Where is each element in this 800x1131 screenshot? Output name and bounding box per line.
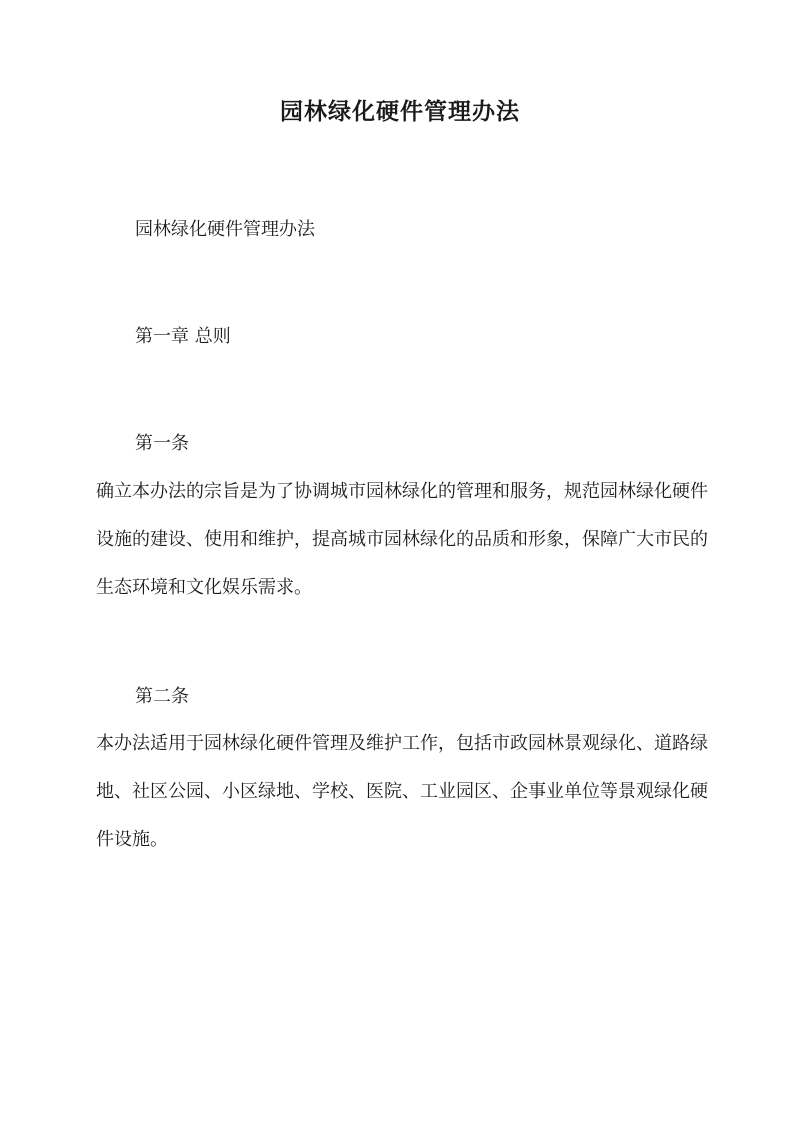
article-2-text: 本办法适用于园林绿化硬件管理及维护工作，包括市政园林景观绿化、道路绿地、社区公园、小区绿地、学校、医院、工业园区、企事业单位等景观绿化硬件设施。 [96, 733, 708, 850]
chapter-heading: 第一章 总则 [135, 326, 231, 347]
document-subtitle: 园林绿化硬件管理办法 [135, 219, 315, 240]
article-1-heading: 第一条 [135, 433, 189, 454]
document-title: 园林绿化硬件管理办法 [280, 98, 520, 125]
article-1-text: 确立本办法的宗旨是为了协调城市园林绿化的管理和服务，规范园林绿化硬件设施的建设、使用和维护，提高城市园林绿化的品质和形象，保障广大市民的生态环境和文化娱乐需求。 [96, 481, 708, 598]
article-2-heading: 第二条 [135, 686, 189, 707]
